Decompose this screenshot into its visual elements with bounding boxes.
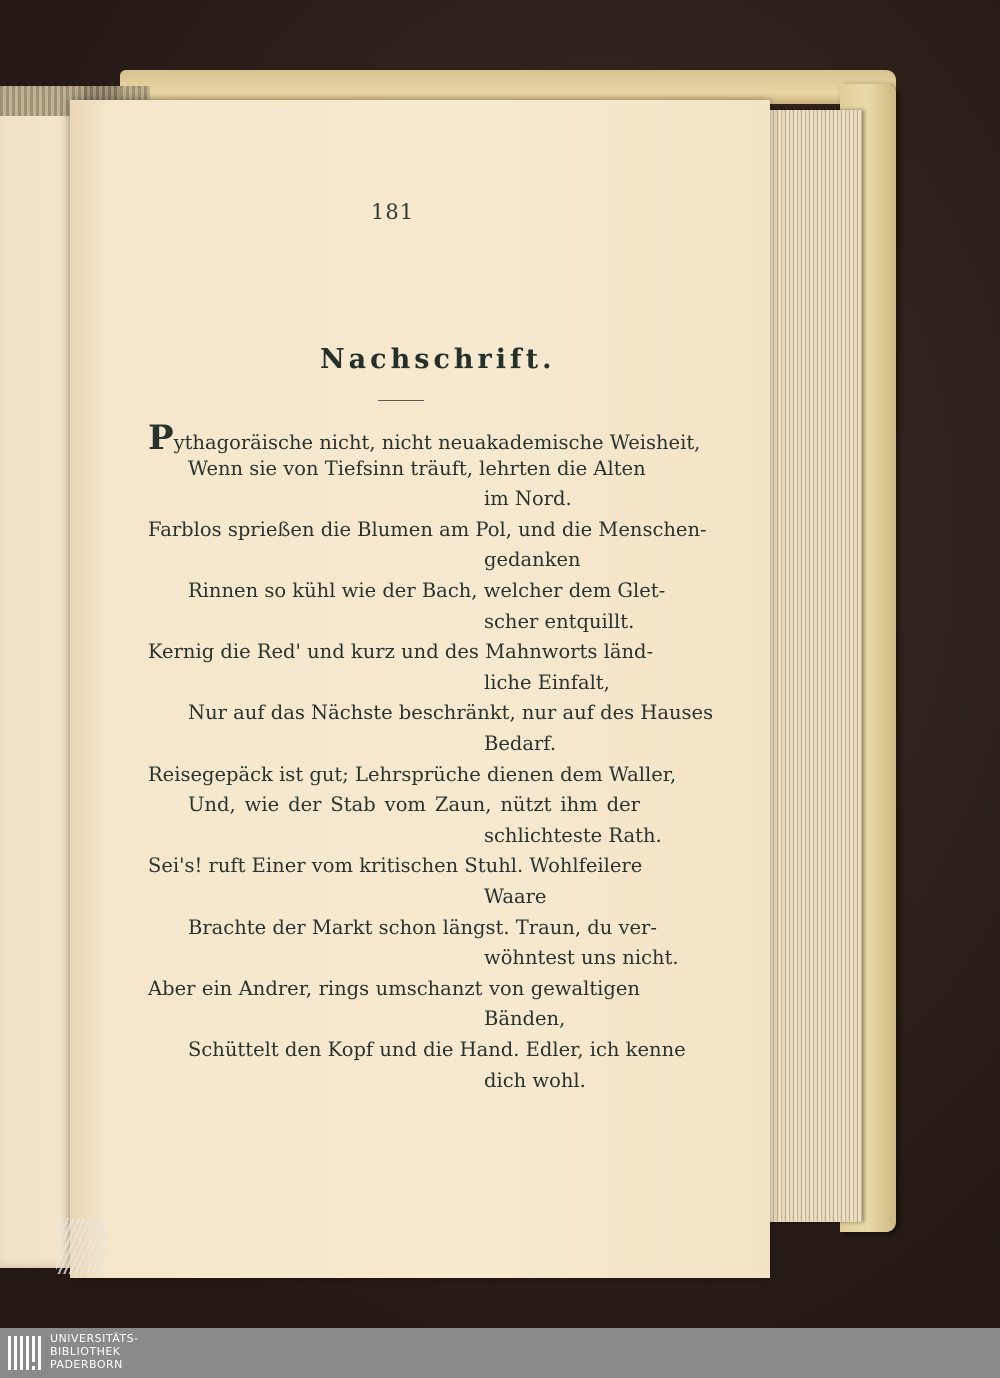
poem-line: im Nord.: [484, 487, 572, 511]
poem-line: Sei's! ruft Einer vom kritischen Stuhl. Wohlfeilere: [148, 854, 643, 878]
poem-line: schlichteste Rath.: [484, 823, 662, 847]
page-title: Nachschrift.: [320, 344, 556, 375]
library-bars-icon: [6, 1332, 46, 1374]
poem-line: scher entquillt.: [484, 609, 635, 633]
book-page: [70, 100, 770, 1278]
library-name-line: BIBLIOTHEK: [50, 1345, 121, 1358]
library-name: [50, 1332, 139, 1371]
poem-line: wöhntest uns nicht.: [484, 946, 679, 970]
poem-line-rest: ythagoräische nicht, nicht neuakademische Weisheit,: [173, 431, 701, 454]
poem-line: Und, wie der Stab vom Zaun, nützt ihm der: [188, 793, 640, 817]
poem-line: [148, 418, 701, 458]
poem-line: dich wohl.: [484, 1068, 586, 1092]
poem-line: Reisegepäck ist gut; Lehrsprüche dienen dem Waller,: [148, 762, 677, 786]
poem-line: Waare: [484, 885, 547, 908]
poem-line: Nur auf das Nächste beschränkt, nur auf des Hauses: [188, 701, 714, 725]
title-rule: [378, 400, 424, 401]
poem-line: gedanken: [484, 548, 581, 572]
poem-line: Bedarf.: [484, 732, 557, 755]
poem-line: Brachte der Markt schon längst. Traun, du ver-: [188, 915, 657, 939]
poem-line: Aber ein Andrer, rings umschanzt von gewaltigen: [148, 976, 640, 1000]
page-block-edges: [766, 110, 862, 1222]
poem-line: Bänden,: [484, 1007, 566, 1031]
book-cover-top: [120, 70, 896, 104]
poem-line: Kernig die Red' und kurz und des Mahnworts länd-: [148, 640, 654, 664]
poem-line: Farblos sprießen die Blumen am Pol, und die Menschen-: [148, 517, 707, 541]
footer-bar: [0, 1328, 1000, 1378]
library-name-line: UNIVERSITÄTS-: [50, 1332, 139, 1345]
poem-line: liche Einfalt,: [484, 670, 610, 694]
poem-line: Rinnen so kühl wie der Bach, welcher dem Glet-: [188, 579, 666, 602]
poem-line: Schüttelt den Kopf und die Hand. Edler, ich kenne: [188, 1038, 686, 1061]
poem-line: Wenn sie von Tiefsinn träuft, lehrten die Alten: [188, 456, 646, 480]
book-scan: 181 Nachschrift. Pythagoräische nicht, nicht neuakademische Weisheit, Wenn sie von Tiefsinn träuft, lehrten die Alten im Nord. Farblos sprießen die Blumen am Pol, und die Menschen- gedanken Rinnen so kühl wie der Bach, welcher dem Glet- scher entquillt. Kernig die Red' und kurz und des Mahnworts länd- liche Einfalt, Nur auf das Nächste beschränkt, nur auf des Hauses Bedarf. Reisegepäck ist gut; Lehrsprüche dienen dem Waller, Und, wie der Stab vom Zaun, nützt ihm der schlichteste Rath. Sei's! ruft Einer vom kritischen Stuhl. Wohlfeilere Waare Brachte der Markt schon längst. Traun, du ver- wöhntest uns nicht. Aber ein Andrer, rings umschanzt von gewaltigen Bänden, Schüttelt den Kopf und die Hand. Edler, ich kenne dich wohl.: [0, 0, 1000, 1328]
library-name-line: PADERBORN: [50, 1358, 123, 1371]
bookmark-thread: [56, 1218, 106, 1274]
drop-cap: P: [148, 418, 174, 458]
